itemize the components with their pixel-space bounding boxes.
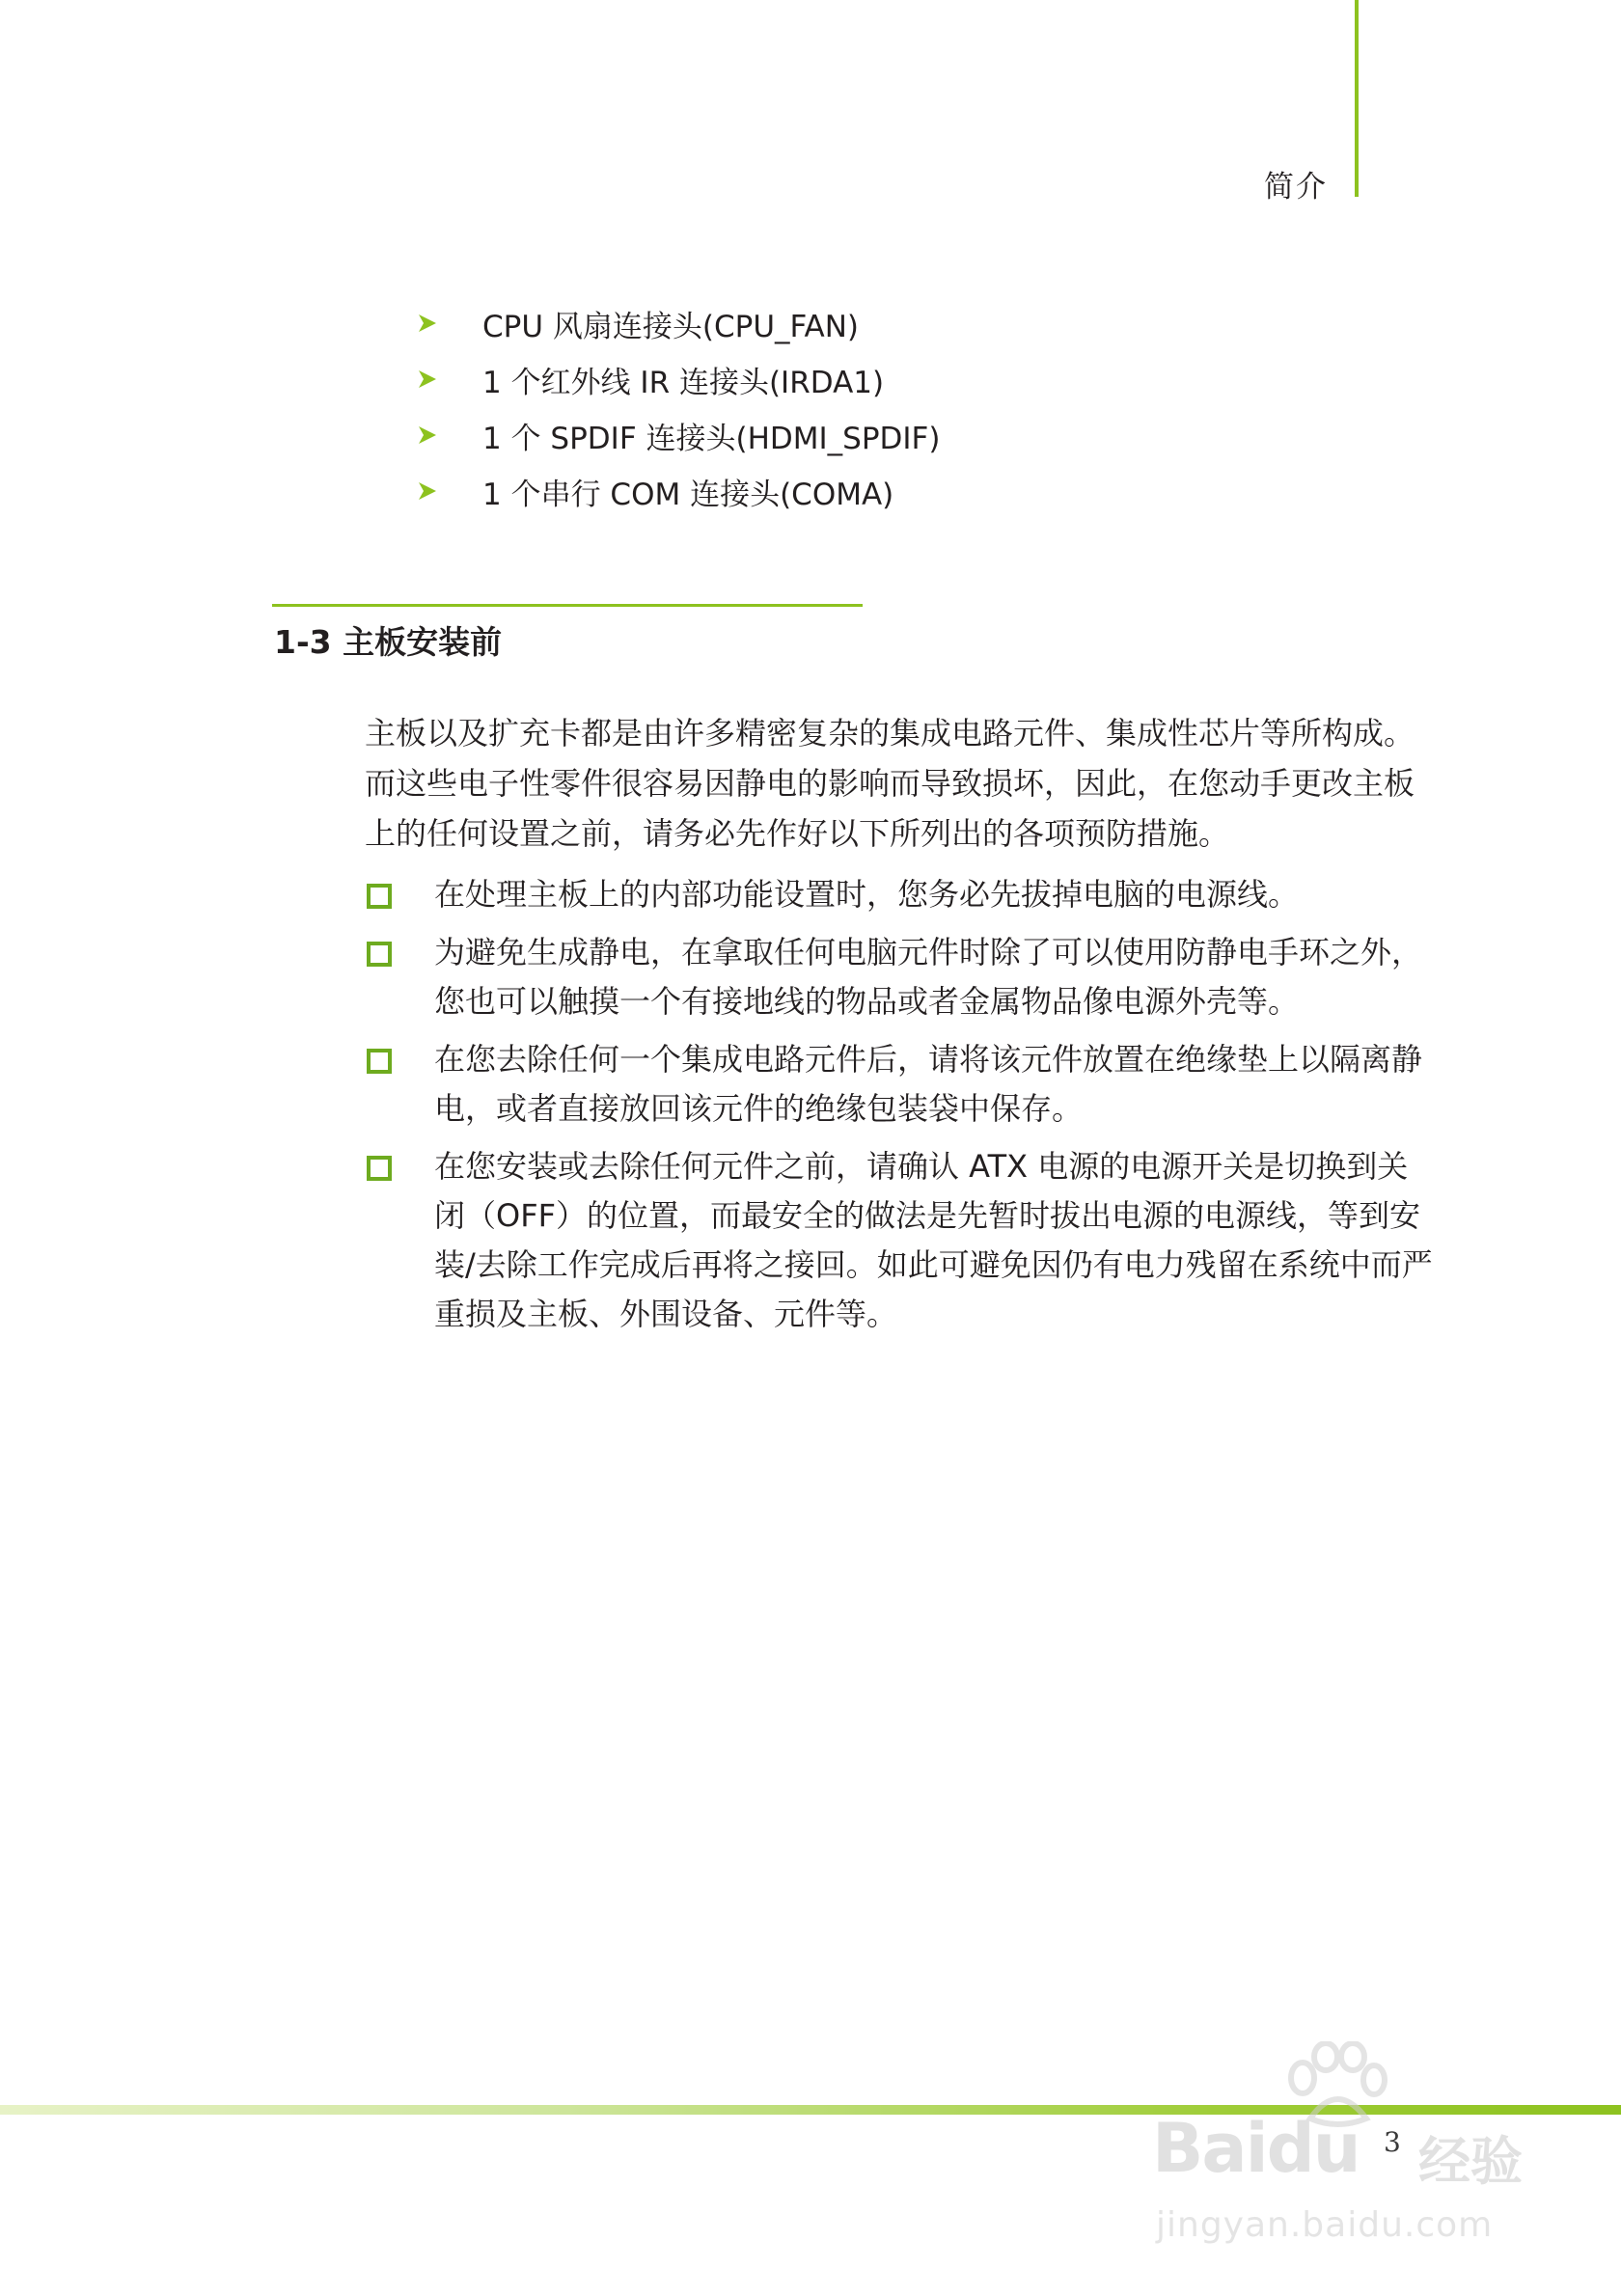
page-number: 3 (1384, 2126, 1401, 2158)
list-item (417, 407, 940, 463)
watermark-url: jingyan.baidu.com (1156, 2205, 1494, 2245)
header-accent-line (1355, 0, 1359, 197)
list-item (417, 295, 940, 351)
feature-text: CPU 风扇连接头(CPU_FAN) (482, 309, 859, 344)
list-item (367, 928, 1438, 1026)
intro-paragraph: 主板以及扩充卡都是由许多精密复杂的集成电路元件、集成性芯片等所构成。而这些电子性零件很容易因静电的影响而导致损坏，因此，在您动手更改主板上的任何设置之前，请务必先作好以下所列出的各项预防措施。 (365, 715, 1415, 852)
feature-text: 1 个红外线 IR 连接头(IRDA1) (482, 365, 885, 400)
watermark (1148, 2041, 1582, 2254)
list-item (367, 1035, 1438, 1134)
section-title: 1-3 主板安装前 (274, 623, 503, 661)
checkbox-bullet-icon (367, 1049, 392, 1074)
checkbox-bullet-icon (367, 942, 392, 967)
list-item (417, 463, 940, 519)
caution-list (367, 870, 1438, 1348)
arrow-bullet-icon (417, 313, 438, 334)
list-item (417, 351, 940, 407)
arrow-bullet-icon (417, 480, 438, 502)
feature-text: 1 个 SPDIF 连接头(HDMI_SPDIF) (482, 421, 941, 456)
caution-text: 为避免生成静电，在拿取任何电脑元件时除了可以使用防静电手环之外，您也可以触摸一个有接地线的物品或者金属物品像电源外壳等。 (434, 934, 1423, 1020)
arrow-bullet-icon (417, 424, 438, 446)
checkbox-bullet-icon (367, 884, 392, 909)
caution-text: 在您去除任何一个集成电路元件后，请将该元件放置在绝缘垫上以隔离静电，或者直接放回该元件的绝缘包装袋中保存。 (434, 1041, 1423, 1127)
watermark-brand-cn: 经验 (1418, 2131, 1523, 2192)
list-item (367, 1142, 1438, 1339)
watermark-brand: Baidu (1152, 2109, 1360, 2188)
checkbox-bullet-icon (367, 1156, 392, 1181)
list-item (367, 870, 1438, 919)
feature-list (417, 295, 940, 519)
section-rule (272, 604, 863, 607)
header-title: 简介 (1264, 170, 1328, 205)
caution-text: 在处理主板上的内部功能设置时，您务必先拔掉电脑的电源线。 (434, 876, 1300, 913)
feature-text: 1 个串行 COM 连接头(COMA) (482, 477, 894, 512)
arrow-bullet-icon (417, 369, 438, 390)
caution-text: 在您安装或去除任何元件之前，请确认 ATX 电源的电源开关是切换到关闭（OFF）的位置，而最安全的做法是先暂时拔出电源的电源线，等到安装/去除工作完成后再将之接回。如此可避免因仍有电力残留在系统中而严重损及主板、外围设备、元件等。 (434, 1148, 1433, 1332)
